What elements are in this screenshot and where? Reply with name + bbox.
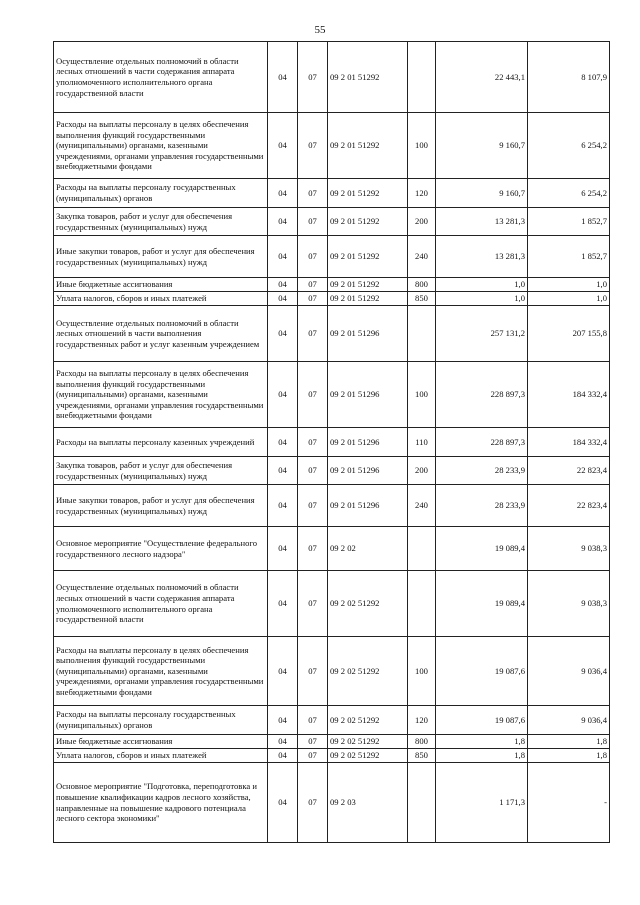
row-expense-type: 850 (408, 749, 436, 763)
row-target-code: 09 2 02 (328, 527, 408, 571)
row-value-actual: - (528, 763, 610, 843)
row-expense-type: 100 (408, 113, 436, 179)
page-number: 55 (314, 24, 326, 36)
row-value-actual: 1,8 (528, 735, 610, 749)
row-section: 04 (268, 428, 298, 457)
row-subsection: 07 (298, 306, 328, 362)
row-section: 04 (268, 362, 298, 428)
row-name: Расходы на выплаты персоналу государственных (муниципальных) органов (54, 706, 268, 735)
table-row (54, 763, 610, 843)
row-section: 04 (268, 236, 298, 278)
row-expense-type: 110 (408, 428, 436, 457)
row-expense-type (408, 306, 436, 362)
row-subsection: 07 (298, 527, 328, 571)
row-value-plan: 9 160,7 (436, 179, 528, 208)
row-value-actual: 1 852,7 (528, 236, 610, 278)
row-name: Основное мероприятие "Подготовка, переподготовка и повышение квалификации кадров лесного хозяйства, направленные на повышение кадрового потенциала лесного сектора экономики" (54, 763, 268, 843)
row-value-actual: 1,0 (528, 292, 610, 306)
row-expense-type: 200 (408, 208, 436, 236)
row-name: Основное мероприятие "Осуществление федерального государственного лесного надзора" (54, 527, 268, 571)
table-row (54, 749, 610, 763)
row-expense-type: 800 (408, 278, 436, 292)
row-target-code: 09 2 02 51292 (328, 571, 408, 637)
row-section: 04 (268, 278, 298, 292)
table-row (54, 527, 610, 571)
row-subsection: 07 (298, 763, 328, 843)
row-value-plan: 1,8 (436, 735, 528, 749)
row-value-plan: 228 897,3 (436, 428, 528, 457)
row-subsection: 07 (298, 113, 328, 179)
row-value-actual: 207 155,8 (528, 306, 610, 362)
row-value-plan: 22 443,1 (436, 42, 528, 113)
row-section: 04 (268, 113, 298, 179)
row-subsection: 07 (298, 236, 328, 278)
row-target-code: 09 2 01 51296 (328, 485, 408, 527)
row-expense-type: 120 (408, 179, 436, 208)
row-target-code: 09 2 02 51292 (328, 706, 408, 735)
table-row (54, 457, 610, 485)
row-expense-type: 200 (408, 457, 436, 485)
row-name: Расходы на выплаты персоналу в целях обеспечения выполнения функций государственными (муниципальными) органами, казенными учреждениями, органами управления государственными внебюджетными фондами (54, 113, 268, 179)
row-value-actual: 184 332,4 (528, 428, 610, 457)
row-target-code: 09 2 02 51292 (328, 735, 408, 749)
row-subsection: 07 (298, 278, 328, 292)
row-expense-type: 100 (408, 362, 436, 428)
row-expense-type: 800 (408, 735, 436, 749)
row-name: Уплата налогов, сборов и иных платежей (54, 292, 268, 306)
row-value-plan: 1,0 (436, 278, 528, 292)
row-target-code: 09 2 03 (328, 763, 408, 843)
row-subsection: 07 (298, 735, 328, 749)
row-value-plan: 1 171,3 (436, 763, 528, 843)
row-value-actual: 9 038,3 (528, 571, 610, 637)
row-subsection: 07 (298, 179, 328, 208)
row-name: Осуществление отдельных полномочий в области лесных отношений в части содержания аппарата уполномоченного исполнительного органа государственной власти (54, 571, 268, 637)
row-value-plan: 13 281,3 (436, 208, 528, 236)
row-name: Расходы на выплаты персоналу в целях обеспечения выполнения функций государственными (муниципальными) органами, казенными учреждениями, органами управления государственными внебюджетными фондами (54, 362, 268, 428)
row-value-plan: 1,0 (436, 292, 528, 306)
row-value-plan: 28 233,9 (436, 457, 528, 485)
row-section: 04 (268, 735, 298, 749)
row-subsection: 07 (298, 485, 328, 527)
table-row (54, 236, 610, 278)
row-value-plan: 228 897,3 (436, 362, 528, 428)
row-target-code: 09 2 01 51292 (328, 236, 408, 278)
row-value-plan: 9 160,7 (436, 113, 528, 179)
row-target-code: 09 2 01 51292 (328, 292, 408, 306)
row-value-actual: 9 038,3 (528, 527, 610, 571)
row-target-code: 09 2 01 51292 (328, 113, 408, 179)
row-value-plan: 28 233,9 (436, 485, 528, 527)
row-expense-type (408, 527, 436, 571)
row-value-plan: 19 089,4 (436, 527, 528, 571)
row-expense-type: 240 (408, 236, 436, 278)
row-expense-type: 100 (408, 637, 436, 706)
table-row (54, 113, 610, 179)
budget-table (53, 41, 610, 843)
row-subsection: 07 (298, 749, 328, 763)
row-section: 04 (268, 208, 298, 236)
table-row (54, 42, 610, 113)
row-value-actual: 9 036,4 (528, 637, 610, 706)
row-value-actual: 9 036,4 (528, 706, 610, 735)
row-name: Иные бюджетные ассигнования (54, 278, 268, 292)
table-row (54, 362, 610, 428)
row-section: 04 (268, 292, 298, 306)
row-section: 04 (268, 485, 298, 527)
table-row (54, 306, 610, 362)
row-value-plan: 1,8 (436, 749, 528, 763)
row-target-code: 09 2 01 51296 (328, 306, 408, 362)
row-section: 04 (268, 571, 298, 637)
row-subsection: 07 (298, 362, 328, 428)
row-name: Закупка товаров, работ и услуг для обеспечения государственных (муниципальных) нужд (54, 457, 268, 485)
row-value-actual: 8 107,9 (528, 42, 610, 113)
row-value-plan: 19 089,4 (436, 571, 528, 637)
table-row (54, 179, 610, 208)
row-target-code: 09 2 01 51296 (328, 428, 408, 457)
row-name: Расходы на выплаты персоналу государственных (муниципальных) органов (54, 179, 268, 208)
row-expense-type (408, 763, 436, 843)
row-value-plan: 19 087,6 (436, 637, 528, 706)
row-target-code: 09 2 01 51292 (328, 278, 408, 292)
row-section: 04 (268, 749, 298, 763)
row-name: Иные закупки товаров, работ и услуг для обеспечения государственных (муниципальных) нужд (54, 236, 268, 278)
row-subsection: 07 (298, 571, 328, 637)
row-section: 04 (268, 306, 298, 362)
row-value-actual: 1,0 (528, 278, 610, 292)
row-target-code: 09 2 01 51292 (328, 208, 408, 236)
table-row (54, 278, 610, 292)
table-row (54, 208, 610, 236)
row-name: Осуществление отдельных полномочий в области лесных отношений в части содержания аппарата уполномоченного исполнительного органа государственной власти (54, 42, 268, 113)
row-subsection: 07 (298, 637, 328, 706)
table-row (54, 637, 610, 706)
table-row (54, 485, 610, 527)
row-target-code: 09 2 01 51296 (328, 362, 408, 428)
row-section: 04 (268, 706, 298, 735)
row-subsection: 07 (298, 706, 328, 735)
row-section: 04 (268, 179, 298, 208)
row-target-code: 09 2 01 51296 (328, 457, 408, 485)
row-expense-type: 120 (408, 706, 436, 735)
row-target-code: 09 2 01 51292 (328, 42, 408, 113)
row-value-actual: 22 823,4 (528, 457, 610, 485)
row-name: Расходы на выплаты персоналу казенных учреждений (54, 428, 268, 457)
row-value-actual: 6 254,2 (528, 113, 610, 179)
row-section: 04 (268, 763, 298, 843)
table-row (54, 428, 610, 457)
row-name: Закупка товаров, работ и услуг для обеспечения государственных (муниципальных) нужд (54, 208, 268, 236)
table-row (54, 292, 610, 306)
row-expense-type (408, 42, 436, 113)
table-row (54, 735, 610, 749)
row-section: 04 (268, 527, 298, 571)
row-name: Иные бюджетные ассигнования (54, 735, 268, 749)
row-target-code: 09 2 02 51292 (328, 749, 408, 763)
row-target-code: 09 2 01 51292 (328, 179, 408, 208)
row-value-actual: 184 332,4 (528, 362, 610, 428)
row-section: 04 (268, 637, 298, 706)
table-row (54, 706, 610, 735)
row-target-code: 09 2 02 51292 (328, 637, 408, 706)
table-row (54, 571, 610, 637)
row-subsection: 07 (298, 292, 328, 306)
row-value-actual: 6 254,2 (528, 179, 610, 208)
row-name: Расходы на выплаты персоналу в целях обеспечения выполнения функций государственными (муниципальными) органами, казенными учреждениями, органами управления государственными внебюджетными фондами (54, 637, 268, 706)
row-section: 04 (268, 457, 298, 485)
row-value-actual: 1 852,7 (528, 208, 610, 236)
row-section: 04 (268, 42, 298, 113)
row-value-plan: 19 087,6 (436, 706, 528, 735)
row-name: Иные закупки товаров, работ и услуг для обеспечения государственных (муниципальных) нужд (54, 485, 268, 527)
row-subsection: 07 (298, 428, 328, 457)
row-value-actual: 1,8 (528, 749, 610, 763)
row-value-plan: 13 281,3 (436, 236, 528, 278)
row-value-actual: 22 823,4 (528, 485, 610, 527)
row-subsection: 07 (298, 42, 328, 113)
row-value-plan: 257 131,2 (436, 306, 528, 362)
row-expense-type: 850 (408, 292, 436, 306)
row-name: Осуществление отдельных полномочий в области лесных отношений в части выполнения государственных работ и услуг казенным учреждением (54, 306, 268, 362)
row-subsection: 07 (298, 457, 328, 485)
row-expense-type: 240 (408, 485, 436, 527)
row-expense-type (408, 571, 436, 637)
row-subsection: 07 (298, 208, 328, 236)
row-name: Уплата налогов, сборов и иных платежей (54, 749, 268, 763)
